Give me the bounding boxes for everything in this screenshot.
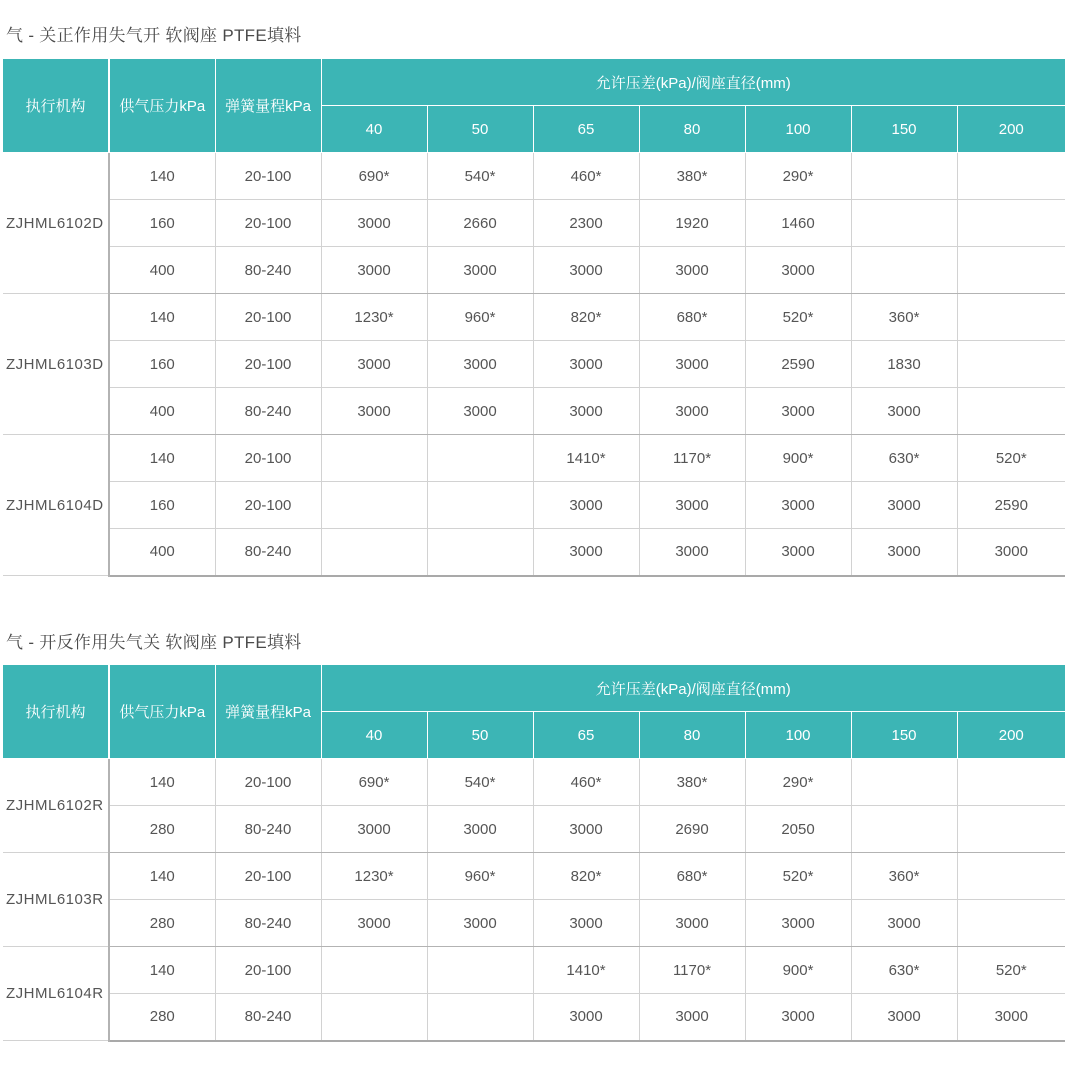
allowed-pressure-cell: 960* <box>427 294 533 341</box>
allowed-pressure-cell: 900* <box>745 435 851 482</box>
allowed-pressure-cell: 2590 <box>957 482 1065 529</box>
allowed-pressure-cell: 2050 <box>745 806 851 853</box>
allowed-pressure-cell: 820* <box>533 853 639 900</box>
allowed-pressure-cell: 1170* <box>639 435 745 482</box>
allowed-pressure-cell <box>957 853 1065 900</box>
spring-range-cell: 20-100 <box>215 759 321 806</box>
actuator-model: ZJHML6104R <box>3 947 109 1041</box>
allowed-pressure-cell: 3000 <box>745 994 851 1041</box>
allowed-pressure-cell <box>957 200 1065 247</box>
allowed-pressure-cell: 3000 <box>639 529 745 576</box>
supply-pressure-cell: 160 <box>109 341 215 388</box>
allowed-pressure-cell: 3000 <box>533 994 639 1041</box>
supply-pressure-cell: 400 <box>109 388 215 435</box>
allowed-pressure-cell: 3000 <box>321 900 427 947</box>
allowed-pressure-cell <box>321 529 427 576</box>
allowed-pressure-cell: 3000 <box>427 247 533 294</box>
allowed-pressure-cell: 3000 <box>745 388 851 435</box>
header-diameter: 200 <box>957 712 1065 759</box>
allowed-pressure-cell <box>427 994 533 1041</box>
allowed-pressure-cell: 2300 <box>533 200 639 247</box>
allowed-pressure-cell: 630* <box>851 435 957 482</box>
allowed-pressure-cell: 520* <box>745 853 851 900</box>
spring-range-cell: 80-240 <box>215 806 321 853</box>
supply-pressure-cell: 400 <box>109 247 215 294</box>
allowed-pressure-cell: 3000 <box>427 806 533 853</box>
table-row <box>3 853 1065 900</box>
table-row <box>3 806 1065 853</box>
allowed-pressure-cell: 360* <box>851 853 957 900</box>
allowed-pressure-cell: 690* <box>321 759 427 806</box>
allowed-pressure-cell <box>427 482 533 529</box>
spring-range-cell: 80-240 <box>215 247 321 294</box>
spring-range-cell: 80-240 <box>215 900 321 947</box>
allowed-pressure-cell: 380* <box>639 153 745 200</box>
allowed-pressure-cell <box>427 947 533 994</box>
table-row <box>3 900 1065 947</box>
spring-range-cell: 20-100 <box>215 853 321 900</box>
allowed-pressure-cell <box>851 759 957 806</box>
allowed-pressure-cell: 680* <box>639 853 745 900</box>
spec-table-normal-acting <box>3 58 1065 577</box>
allowed-pressure-cell <box>427 435 533 482</box>
header-diameter: 100 <box>745 106 851 153</box>
header-diameter: 40 <box>321 712 427 759</box>
allowed-pressure-cell <box>957 247 1065 294</box>
supply-pressure-cell: 140 <box>109 294 215 341</box>
header-diameter: 50 <box>427 106 533 153</box>
allowed-pressure-cell: 2690 <box>639 806 745 853</box>
allowed-pressure-cell: 3000 <box>427 341 533 388</box>
allowed-pressure-cell: 1230* <box>321 294 427 341</box>
supply-pressure-cell: 280 <box>109 806 215 853</box>
header-allowed-pressure: 允许压差(kPa)/阀座直径(mm) <box>321 665 1065 712</box>
header-diameter: 50 <box>427 712 533 759</box>
allowed-pressure-cell <box>321 994 427 1041</box>
supply-pressure-cell: 140 <box>109 153 215 200</box>
allowed-pressure-cell <box>957 341 1065 388</box>
allowed-pressure-cell: 2590 <box>745 341 851 388</box>
allowed-pressure-cell <box>851 247 957 294</box>
section-title-normal-acting: 气 - 关正作用失气开 软阀座 PTFE填料 <box>6 26 302 45</box>
allowed-pressure-cell <box>957 806 1065 853</box>
allowed-pressure-cell <box>851 200 957 247</box>
allowed-pressure-cell <box>957 388 1065 435</box>
header-diameter: 40 <box>321 106 427 153</box>
allowed-pressure-cell: 3000 <box>745 529 851 576</box>
allowed-pressure-cell <box>321 947 427 994</box>
allowed-pressure-cell: 1230* <box>321 853 427 900</box>
allowed-pressure-cell <box>957 153 1065 200</box>
allowed-pressure-cell: 3000 <box>533 529 639 576</box>
allowed-pressure-cell <box>957 759 1065 806</box>
header-diameter: 80 <box>639 712 745 759</box>
allowed-pressure-cell: 630* <box>851 947 957 994</box>
spring-range-cell: 20-100 <box>215 200 321 247</box>
allowed-pressure-cell: 3000 <box>957 994 1065 1041</box>
allowed-pressure-cell: 3000 <box>533 900 639 947</box>
allowed-pressure-cell: 3000 <box>321 388 427 435</box>
header-diameter: 100 <box>745 712 851 759</box>
supply-pressure-cell: 140 <box>109 853 215 900</box>
header-supply-pressure: 供气压力kPa <box>109 665 215 759</box>
actuator-model: ZJHML6102D <box>3 153 109 294</box>
allowed-pressure-cell: 520* <box>745 294 851 341</box>
allowed-pressure-cell: 290* <box>745 759 851 806</box>
allowed-pressure-cell: 460* <box>533 759 639 806</box>
allowed-pressure-cell: 3000 <box>639 482 745 529</box>
allowed-pressure-cell <box>321 435 427 482</box>
allowed-pressure-cell: 3000 <box>321 341 427 388</box>
actuator-model: ZJHML6103D <box>3 294 109 435</box>
actuator-model: ZJHML6102R <box>3 759 109 853</box>
allowed-pressure-cell: 3000 <box>533 341 639 388</box>
header-supply-pressure: 供气压力kPa <box>109 59 215 153</box>
allowed-pressure-cell: 900* <box>745 947 851 994</box>
allowed-pressure-cell: 3000 <box>533 388 639 435</box>
allowed-pressure-cell: 2660 <box>427 200 533 247</box>
allowed-pressure-cell: 680* <box>639 294 745 341</box>
table-row <box>3 294 1065 341</box>
allowed-pressure-cell <box>427 529 533 576</box>
supply-pressure-cell: 160 <box>109 482 215 529</box>
table-row <box>3 247 1065 294</box>
spring-range-cell: 20-100 <box>215 341 321 388</box>
section-title-reverse-acting: 气 - 开反作用失气关 软阀座 PTFE填料 <box>6 633 302 652</box>
header-diameter: 80 <box>639 106 745 153</box>
allowed-pressure-cell: 460* <box>533 153 639 200</box>
spring-range-cell: 80-240 <box>215 994 321 1041</box>
allowed-pressure-cell: 3000 <box>851 482 957 529</box>
table-row <box>3 994 1065 1041</box>
allowed-pressure-cell: 540* <box>427 759 533 806</box>
allowed-pressure-cell: 3000 <box>957 529 1065 576</box>
allowed-pressure-cell: 3000 <box>851 994 957 1041</box>
allowed-pressure-cell: 3000 <box>321 806 427 853</box>
supply-pressure-cell: 140 <box>109 435 215 482</box>
allowed-pressure-cell: 3000 <box>745 482 851 529</box>
table-row <box>3 341 1065 388</box>
allowed-pressure-cell <box>957 900 1065 947</box>
header-spring-range: 弹簧量程kPa <box>215 665 321 759</box>
allowed-pressure-cell <box>321 482 427 529</box>
spring-range-cell: 20-100 <box>215 482 321 529</box>
allowed-pressure-cell: 3000 <box>639 994 745 1041</box>
allowed-pressure-cell: 3000 <box>533 482 639 529</box>
header-diameter: 65 <box>533 106 639 153</box>
spring-range-cell: 20-100 <box>215 153 321 200</box>
supply-pressure-cell: 140 <box>109 759 215 806</box>
spring-range-cell: 80-240 <box>215 388 321 435</box>
header-diameter: 150 <box>851 106 957 153</box>
allowed-pressure-cell: 3000 <box>321 200 427 247</box>
allowed-pressure-cell: 1170* <box>639 947 745 994</box>
allowed-pressure-cell: 3000 <box>427 388 533 435</box>
allowed-pressure-cell: 520* <box>957 435 1065 482</box>
allowed-pressure-cell: 3000 <box>851 900 957 947</box>
allowed-pressure-cell: 690* <box>321 153 427 200</box>
table-row <box>3 200 1065 247</box>
actuator-model: ZJHML6104D <box>3 435 109 576</box>
header-diameter: 65 <box>533 712 639 759</box>
allowed-pressure-cell: 3000 <box>639 388 745 435</box>
allowed-pressure-cell: 380* <box>639 759 745 806</box>
header-actuator: 执行机构 <box>3 59 109 153</box>
header-allowed-pressure: 允许压差(kPa)/阀座直径(mm) <box>321 59 1065 106</box>
spring-range-cell: 20-100 <box>215 947 321 994</box>
supply-pressure-cell: 400 <box>109 529 215 576</box>
allowed-pressure-cell <box>957 294 1065 341</box>
allowed-pressure-cell: 3000 <box>745 900 851 947</box>
allowed-pressure-cell <box>851 153 957 200</box>
allowed-pressure-cell: 3000 <box>427 900 533 947</box>
allowed-pressure-cell: 3000 <box>745 247 851 294</box>
supply-pressure-cell: 280 <box>109 900 215 947</box>
allowed-pressure-cell: 290* <box>745 153 851 200</box>
allowed-pressure-cell: 3000 <box>533 806 639 853</box>
spring-range-cell: 20-100 <box>215 435 321 482</box>
table-row <box>3 947 1065 994</box>
allowed-pressure-cell: 3000 <box>321 247 427 294</box>
supply-pressure-cell: 160 <box>109 200 215 247</box>
supply-pressure-cell: 280 <box>109 994 215 1041</box>
table-row <box>3 482 1065 529</box>
header-diameter: 200 <box>957 106 1065 153</box>
table-row <box>3 153 1065 200</box>
allowed-pressure-cell: 3000 <box>851 529 957 576</box>
actuator-model: ZJHML6103R <box>3 853 109 947</box>
allowed-pressure-cell: 3000 <box>533 247 639 294</box>
allowed-pressure-cell: 820* <box>533 294 639 341</box>
header-diameter: 150 <box>851 712 957 759</box>
allowed-pressure-cell: 540* <box>427 153 533 200</box>
table-row <box>3 759 1065 806</box>
supply-pressure-cell: 140 <box>109 947 215 994</box>
allowed-pressure-cell: 520* <box>957 947 1065 994</box>
allowed-pressure-cell: 1460 <box>745 200 851 247</box>
allowed-pressure-cell: 1410* <box>533 435 639 482</box>
spring-range-cell: 80-240 <box>215 529 321 576</box>
allowed-pressure-cell: 3000 <box>851 388 957 435</box>
header-actuator: 执行机构 <box>3 665 109 759</box>
allowed-pressure-cell: 360* <box>851 294 957 341</box>
allowed-pressure-cell: 3000 <box>639 341 745 388</box>
allowed-pressure-cell: 3000 <box>639 247 745 294</box>
allowed-pressure-cell: 1830 <box>851 341 957 388</box>
allowed-pressure-cell: 1410* <box>533 947 639 994</box>
allowed-pressure-cell: 3000 <box>639 900 745 947</box>
header-spring-range: 弹簧量程kPa <box>215 59 321 153</box>
spec-table-reverse-acting <box>3 664 1065 1042</box>
allowed-pressure-cell <box>851 806 957 853</box>
table-row <box>3 529 1065 576</box>
table-row <box>3 388 1065 435</box>
allowed-pressure-cell: 1920 <box>639 200 745 247</box>
table-row <box>3 435 1065 482</box>
spring-range-cell: 20-100 <box>215 294 321 341</box>
allowed-pressure-cell: 960* <box>427 853 533 900</box>
